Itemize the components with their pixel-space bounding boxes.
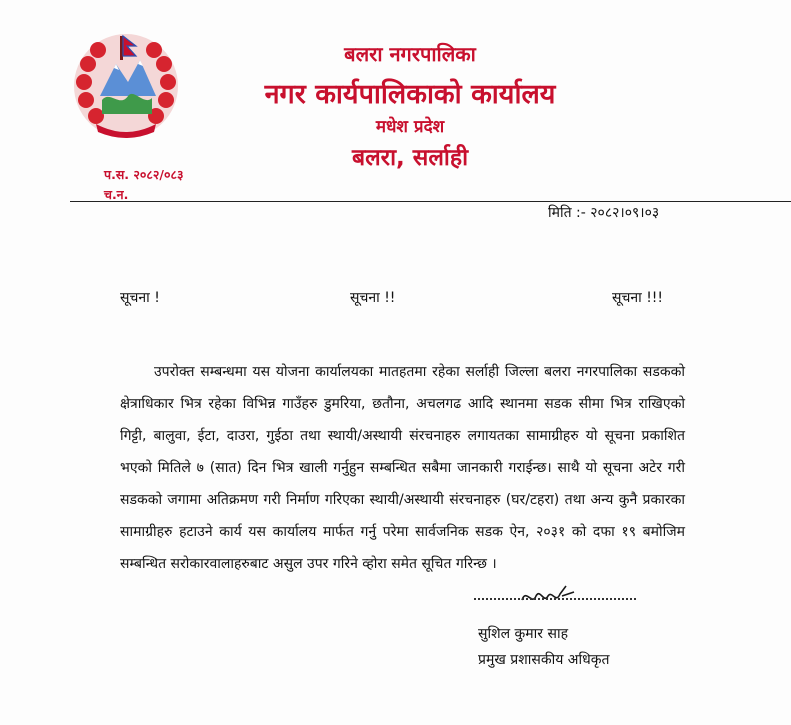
office-name: नगर कार्यपालिकाको कार्यालय bbox=[264, 79, 556, 110]
nepal-emblem-icon bbox=[70, 30, 182, 142]
notice-body: उपरोक्त सम्बन्धमा यस योजना कार्यालयका मातहतमा रहेका सर्लाही जिल्ला बलरा नगरपालिका सडकको क्षेत्राधिकार भित्र रहेका विभिन्न गाउँहरु डुमरिया, छतौना, अचलगढ आदि स्थानमा सडक सीमा भित्र राखिएको गिट्टी, बालुवा, ईटा, दाउरा, गुईठा तथा स्थायी/अस्थायी संरचनाहरु लगायतका सामाग्रीहरु यो सूचना प्रकाशित भएको मितिले ७ (सात) दिन भित्र खाली गर्नुहुन सम्बन्धित सबैमा जानकारी गराईन्छ। साथै यो सूचना अटेर गरी सडकको जगामा अतिक्रमण गरी निर्माण गरिएका स्थायी/अस्थायी संरचनाहरु (घर/टहरा) तथा अन्य कुनै प्रकारका सामाग्रीहरु हटाउने कार्य यस कार्यालय मार्फत गर्नु परेमा सार्वजनिक सडक ऐन, २०३१ को दफा १९ बमोजिम सम्बन्धित सरोकारवालाहरुबाट असुल उपर गरिने व्होरा समेत सूचित गरिन्छ । bbox=[120, 364, 685, 572]
office-location: बलरा, सर्लाही bbox=[351, 145, 469, 171]
province-name: मधेश प्रदेश bbox=[375, 117, 445, 137]
municipality-name: बलरा नगरपालिका bbox=[344, 42, 476, 66]
signature-mark bbox=[518, 582, 578, 612]
notice-heading-2: सूचना !! bbox=[350, 290, 396, 306]
notice-heading-3: सूचना !!! bbox=[612, 290, 664, 306]
letter-date: मिति :- २०८२।०९।०३ bbox=[548, 205, 660, 221]
signatory-title: प्रमुख प्रशासकीय अधिकृत bbox=[478, 652, 610, 668]
header-divider bbox=[70, 201, 791, 202]
dispatch-number: च.न. bbox=[104, 187, 129, 202]
signature-line bbox=[474, 598, 636, 600]
signatory-name: सुशिल कुमार साह bbox=[478, 626, 569, 642]
letter-number: प.स. २०८२/०८३ bbox=[104, 167, 184, 182]
notice-heading-1: सूचना ! bbox=[120, 290, 160, 306]
